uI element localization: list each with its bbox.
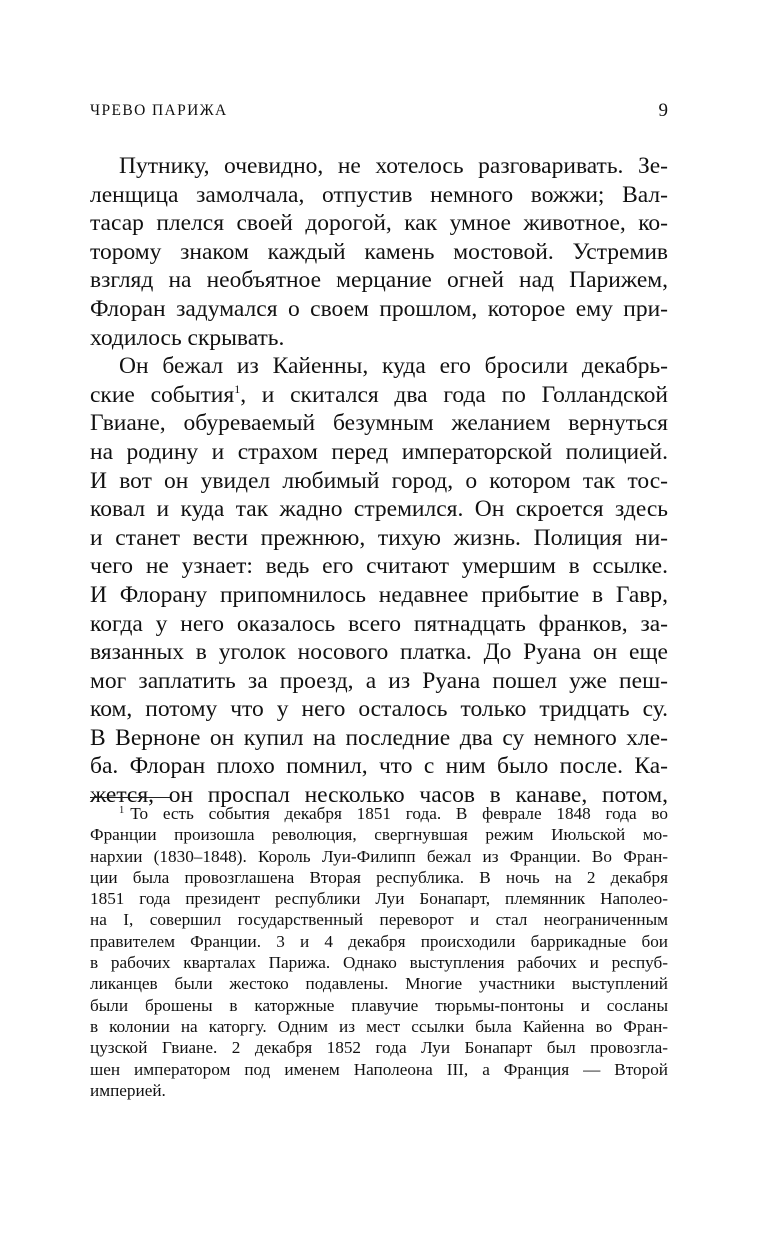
paragraph: [90, 152, 668, 352]
text-line: вязанных в уголок носового платка. До Руана он еще: [90, 639, 668, 666]
footnote-line: [90, 803, 668, 824]
text-line: взгляд на необъятное мерцание огней над Парижем,: [90, 267, 668, 294]
main-text: [90, 152, 668, 810]
text-fragment: ские события: [90, 381, 235, 408]
footnote-line: 1851 года президент республики Луи Бонапарт, племянник Наполео-: [90, 889, 668, 909]
footnote: [90, 803, 668, 1101]
text-line: ба. Флоран плохо помнил, что с ним было после. Ка-: [90, 753, 668, 780]
text-line: чего не узнает: ведь его считают умершим в ссылке.: [90, 553, 668, 580]
text-line: мог заплатить за проезд, а из Руана пошел уже пеш-: [90, 667, 668, 694]
text-line: ленщица замолчала, отпустив немного вожжи; Вал-: [90, 181, 668, 208]
footnote-line: правителем Франции. 3 и 4 декабря происходили баррикадные бои: [90, 931, 668, 951]
footnote-line: нархии (1830–1848). Король Луи-Филипп бежал из Франции. Во Фран-: [90, 846, 668, 866]
footnote-line: в рабочих кварталах Парижа. Однако выступления рабочих и респуб-: [90, 953, 668, 973]
text-line: Путнику, очевидно, не хотелось разговаривать. Зе-: [119, 153, 668, 179]
text-fragment: , и скитался два года по Голландской: [240, 381, 669, 408]
text-line: когда у него оказалось всего пятнадцать франков, за-: [90, 610, 668, 637]
footnote-reference[interactable]: 1: [234, 381, 241, 396]
text-line: Он бежал из Кайенны, куда его бросили декабрь-: [119, 353, 668, 380]
text-line: и станет вести прежнюю, тихую жизнь. Полиция ни-: [90, 524, 668, 551]
text-line: Флоран задумался о своем прошлом, которое ему при-: [90, 295, 668, 322]
text-line: Гвиане, обуреваемый безумным желанием вернуться: [90, 410, 668, 437]
footnote-line: империей.: [90, 1080, 166, 1100]
footnote-line: Франции произошла революция, свергнувшая режим Июльской мо-: [90, 825, 668, 845]
text-line: жется, он проспал несколько часов в канаве, потом,: [90, 782, 668, 809]
text-line: ковал и куда так жадно стремился. Он скроется здесь: [90, 496, 668, 523]
text-line: [90, 381, 668, 410]
footnote-line: шен императором под именем Наполеона III, а Франция — Второй: [90, 1059, 668, 1079]
text-line: торому знаком каждый камень мостовой. Устремив: [90, 238, 668, 265]
footnote-line: на I, совершил государственный переворот и стал неограниченным: [90, 910, 668, 930]
text-line: ходилось скрывать.: [90, 324, 285, 351]
footnote-line: цузской Гвиане. 2 декабря 1852 года Луи Бонапарт был провозгла-: [90, 1038, 668, 1058]
text-line: на родину и страхом перед императорской полицией.: [90, 438, 668, 465]
text-line: В Верноне он купил на последние два су немного хле-: [90, 724, 668, 751]
footnote-line: ции была провозглашена Вторая республика. В ночь на 2 декабря: [90, 867, 668, 887]
footnote-marker: 1: [119, 805, 125, 816]
running-title: ЧРЕВО ПАРИЖА: [90, 102, 228, 119]
footnote-text: То есть события декабря 1851 года. В феврале 1848 года во: [130, 804, 668, 823]
paragraph: [90, 352, 668, 810]
footnote-line: были брошены в каторжные плавучие тюрьмы-понтоны и сосланы: [90, 995, 668, 1015]
footnote-divider: [90, 797, 170, 798]
footnote-line: ликанцев были жестоко подавлены. Многие участники выступлений: [90, 974, 668, 994]
text-line: И Флорану припомнилось недавнее прибытие в Гавр,: [90, 581, 668, 608]
text-line: тасар плелся своей дорогой, как умное животное, ко-: [90, 210, 668, 237]
text-line: ком, потому что у него осталось только тридцать су.: [90, 696, 668, 723]
page-number: 9: [658, 100, 668, 121]
footnote-line: в колонии на каторгу. Одним из мест ссылки была Кайенна во Фран-: [90, 1016, 668, 1036]
text-line: И вот он увидел любимый город, о котором так тос-: [90, 467, 668, 494]
page-header: [90, 102, 668, 124]
